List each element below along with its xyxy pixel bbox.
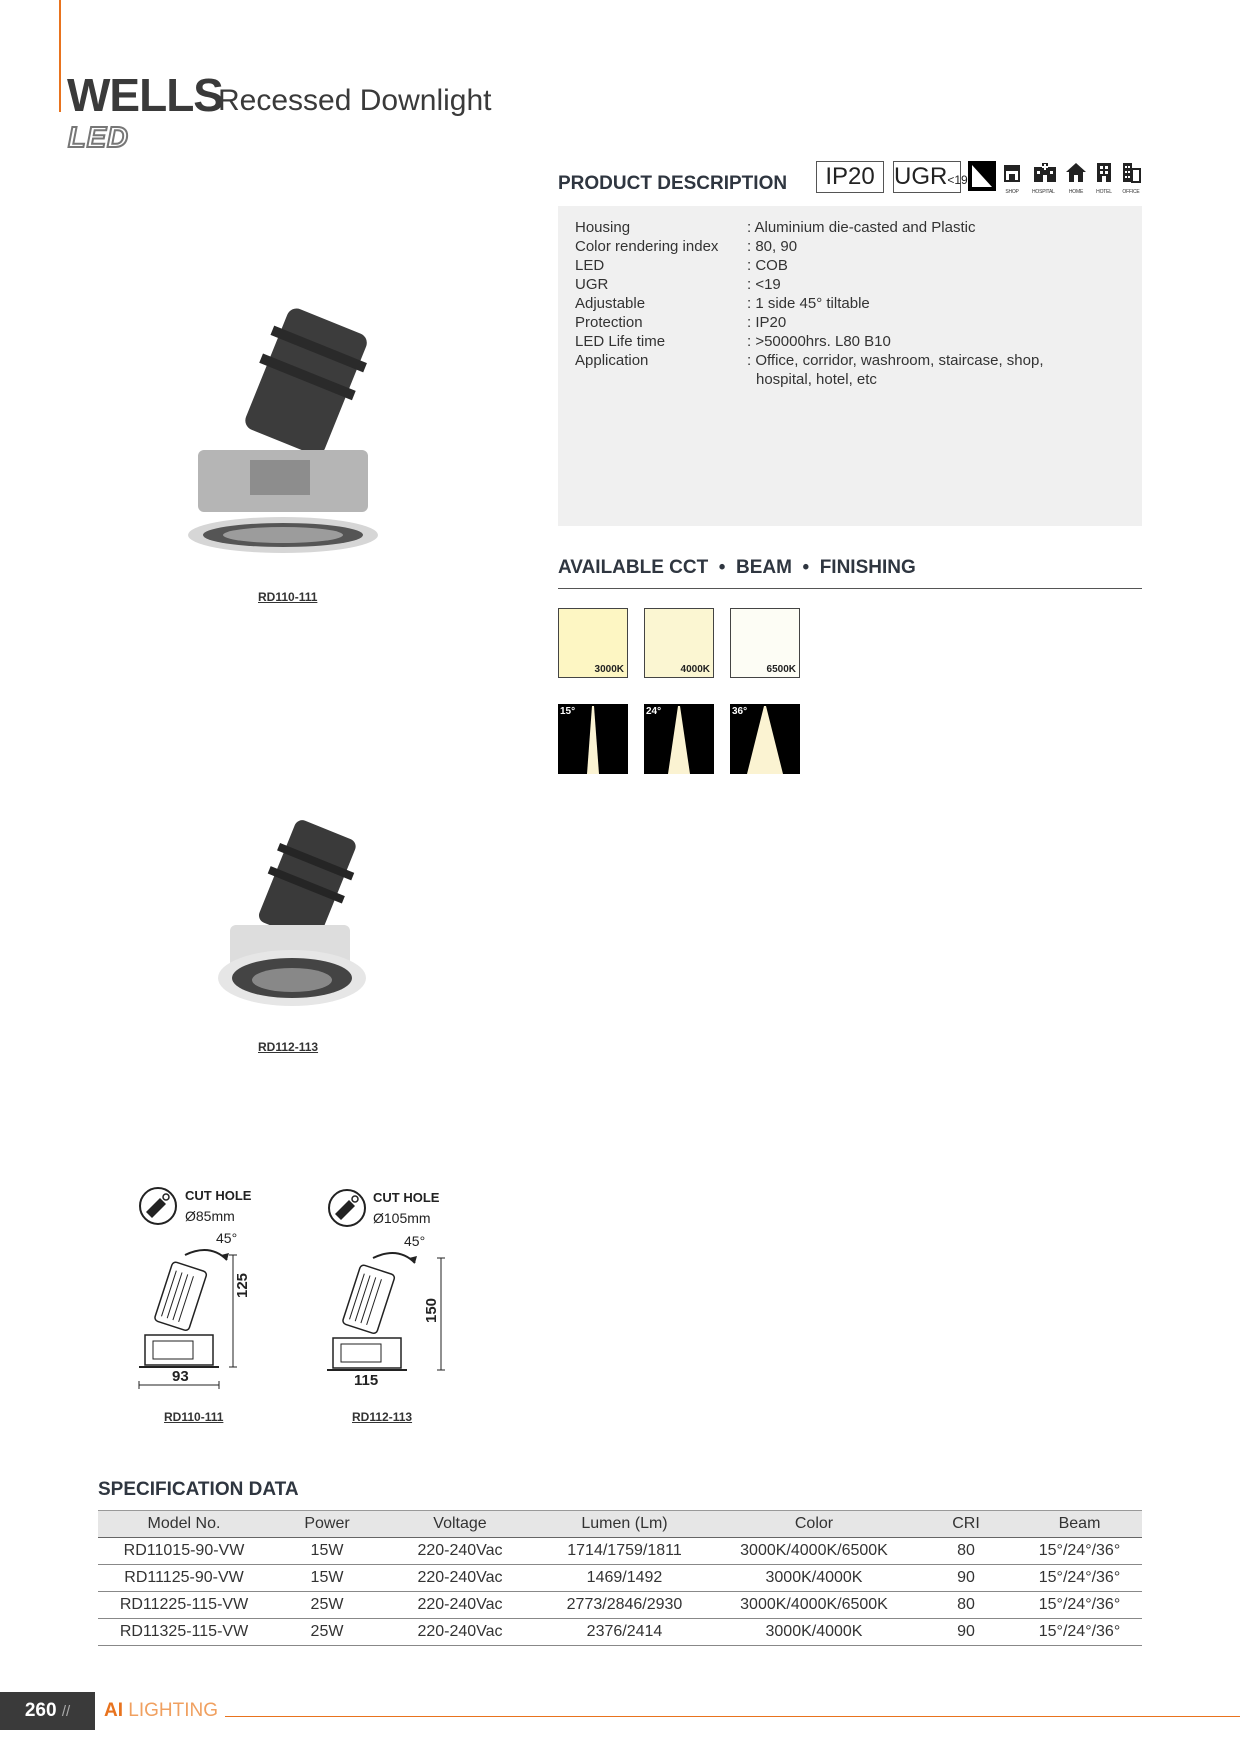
table-row: RD11125-90-VW 15W 220-240Vac 1469/1492 3000K/4000K 90 15°/24°/36° xyxy=(98,1565,1142,1592)
desc-row: hospital, hotel, etc xyxy=(756,371,877,388)
led-logo: LED xyxy=(68,122,129,154)
desc-row: LED Life time : >50000hrs. L80 B10 xyxy=(575,333,891,350)
page-number: 260 // xyxy=(0,1692,95,1730)
product-image-rd112 xyxy=(210,820,380,1010)
hospital-icon: HOSPITAL xyxy=(1032,161,1054,195)
beam-15-tile: 15° xyxy=(558,704,628,774)
home-icon: HOME xyxy=(1065,161,1087,195)
cct-swatch-6500k: 6500K xyxy=(730,608,800,678)
col-model: Model No. xyxy=(98,1511,270,1538)
footer-line xyxy=(225,1716,1240,1717)
product-subtitle: Recessed Downlight xyxy=(218,84,492,117)
col-lumen: Lumen (Lm) xyxy=(536,1511,713,1538)
hotel-icon: HOTEL xyxy=(1093,161,1115,195)
desc-row: Application : Office, corridor, washroom, staircase, shop, xyxy=(575,352,1044,369)
description-table xyxy=(575,218,1086,389)
ugr-badge xyxy=(893,161,968,193)
col-beam: Beam xyxy=(1017,1511,1142,1538)
desc-row: Color rendering index : 80, 90 xyxy=(575,238,798,255)
height-dimension: 150 xyxy=(423,1297,440,1323)
product-description-heading: PRODUCT DESCRIPTION xyxy=(558,173,788,194)
table-row: RD11015-90-VW 15W 220-240Vac 1714/1759/1811 3000K/4000K/6500K 80 15°/24°/36° xyxy=(98,1538,1142,1565)
height-dimension: 125 xyxy=(234,1272,251,1298)
cut-hole-title: CUT HOLE xyxy=(373,1190,440,1205)
cut-hole-value: Ø105mm xyxy=(373,1210,431,1226)
cct-swatch-3000k: 3000K xyxy=(558,608,628,678)
beam-36-tile: 36° xyxy=(730,704,800,774)
product-caption-rd112: RD112-113 xyxy=(258,1040,319,1054)
cut-hole-title: CUT HOLE xyxy=(185,1188,252,1203)
spec-heading: SPECIFICATION DATA xyxy=(98,1479,299,1500)
dimension-caption-rd112: RD112-113 xyxy=(352,1410,413,1424)
accent-line xyxy=(59,0,61,112)
cut-hole-icon xyxy=(138,1186,178,1226)
desc-row: Housing : Aluminium die-casted and Plastic xyxy=(575,219,976,236)
desc-row: LED : COB xyxy=(575,257,788,274)
product-title: WELLS xyxy=(67,69,223,121)
cct-heading: AVAILABLE CCT • BEAM • FINISHING xyxy=(558,557,916,578)
col-cri: CRI xyxy=(915,1511,1017,1538)
col-color: Color xyxy=(713,1511,915,1538)
beam-24-tile: 24° xyxy=(644,704,714,774)
ip-badge: IP20 xyxy=(816,161,884,193)
ugr-badge-sub: <19 xyxy=(947,173,968,187)
tilt-angle: 45° xyxy=(404,1233,426,1249)
table-row: RD11225-115-VW 25W 220-240Vac 2773/2846/2930 3000K/4000K/6500K 80 15°/24°/36° xyxy=(98,1592,1142,1619)
office-icon: OFFICE xyxy=(1120,161,1142,195)
desc-row: Protection : IP20 xyxy=(575,314,787,331)
product-caption-rd110: RD110-111 xyxy=(258,590,318,604)
col-power: Power xyxy=(270,1511,384,1538)
dimension-caption-rd110: RD110-111 xyxy=(164,1410,224,1424)
dimension-drawing-rd110 xyxy=(135,1235,265,1395)
table-row: RD11325-115-VW 25W 220-240Vac 2376/2414 3000K/4000K 90 15°/24°/36° xyxy=(98,1619,1142,1646)
dark-light-icon xyxy=(968,161,996,191)
product-image-rd110 xyxy=(180,300,400,560)
cct-divider xyxy=(558,588,1142,589)
tilt-angle: 45° xyxy=(216,1230,238,1246)
width-dimension: 93 xyxy=(172,1368,189,1385)
spec-table xyxy=(98,1510,1142,1646)
shop-icon: SHOP xyxy=(1001,161,1023,195)
ugr-badge-text: UGR xyxy=(894,163,948,190)
cct-swatch-4000k: 4000K xyxy=(644,608,714,678)
col-voltage: Voltage xyxy=(384,1511,536,1538)
cut-hole-icon xyxy=(327,1188,367,1228)
cut-hole-value: Ø85mm xyxy=(185,1208,235,1224)
footer-brand: AI LIGHTING xyxy=(104,1700,219,1721)
width-dimension: 115 xyxy=(354,1372,379,1389)
desc-row: Adjustable : 1 side 45° tiltable xyxy=(575,295,870,312)
desc-row: UGR : <19 xyxy=(575,276,781,293)
spec-header-row xyxy=(98,1511,1142,1538)
